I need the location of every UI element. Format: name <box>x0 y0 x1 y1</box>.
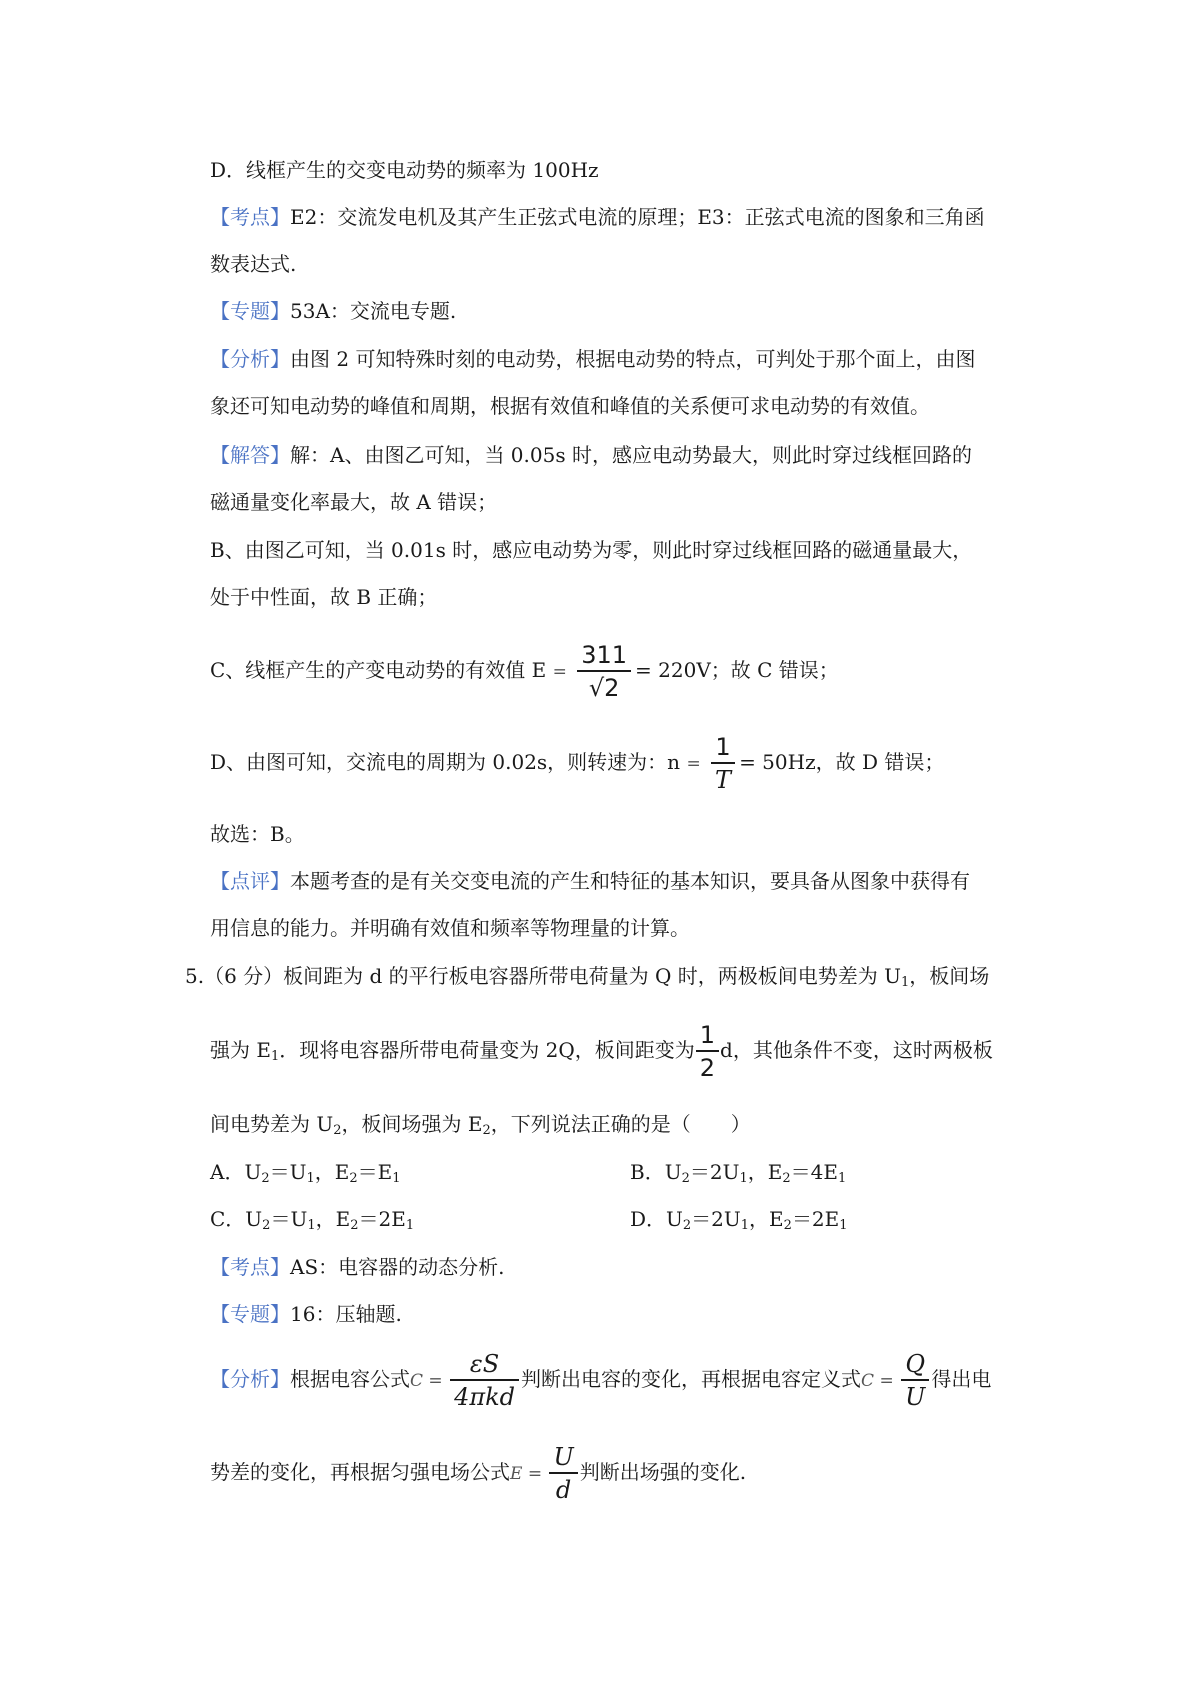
option-d[interactable]: D．$U_2=2U_1$，$E_2=2E_1$ <box>630 1207 848 1233</box>
text-line: 数表达式. <box>210 252 297 276</box>
text: 间电势差为 U <box>210 1112 334 1136</box>
fraction-311-over-sqrt2 <box>577 640 631 704</box>
question-5-line-2 <box>210 1013 993 1094</box>
text: = 220V；故 C 错误； <box>635 658 839 682</box>
options-row-2 <box>210 1204 1110 1241</box>
text: ，板间场 <box>909 964 990 988</box>
equals: = <box>686 754 701 774</box>
section-tag: 【点评】 <box>210 869 290 893</box>
kaodian-line <box>210 202 985 232</box>
section-tag: 【考点】 <box>210 1255 290 1279</box>
option-d-text: D．线框产生的交变电动势的频率为 100Hz <box>210 158 599 182</box>
var-e: E <box>510 1464 523 1484</box>
section-tag: 【解答】 <box>210 443 290 467</box>
section-tag: 【专题】 <box>210 299 290 323</box>
var-c: C <box>861 1371 875 1391</box>
section-tag: 【考点】 <box>210 205 290 229</box>
var-c: C <box>410 1371 424 1391</box>
fraction-u-over-d <box>549 1442 577 1506</box>
subscript: 1 <box>901 975 910 990</box>
answer-line: 故选：B。 <box>210 822 305 846</box>
numerator: U <box>553 1442 574 1471</box>
option-a[interactable]: A．$U_2=U_1$，$E_2=E_1$ <box>210 1160 401 1186</box>
fraction-1-over-2 <box>696 1020 719 1084</box>
text-line: 用信息的能力。并明确有效值和频率等物理量的计算。 <box>210 916 690 940</box>
numerator: Q <box>905 1349 926 1378</box>
fenxi-line <box>210 344 975 374</box>
denominator: T <box>711 762 735 796</box>
text: 根据电容公式 <box>290 1367 410 1391</box>
zhuanti-line-2 <box>210 1299 402 1329</box>
text: D、由图可知，交流电的周期为 0.02s，则转速为：n <box>210 750 687 774</box>
section-tag: 【分析】 <box>210 1367 290 1391</box>
kaodian-line-2 <box>210 1252 505 1282</box>
text: E2：交流发电机及其产生正弦式电流的原理；E3：正弦式电流的图象和三角函 <box>290 205 985 229</box>
text-line: B、由图乙可知，当 0.01s 时，感应电动势为零，则此时穿过线框回路的磁通量最大， <box>210 538 973 562</box>
text: 势差的变化，再根据匀强电场公式 <box>210 1460 510 1484</box>
question-5-line <box>185 961 989 998</box>
text: AS：电容器的动态分析. <box>290 1255 505 1279</box>
formula-line-d <box>210 727 944 799</box>
equals: = <box>874 1371 900 1391</box>
zhuanti-line <box>210 296 456 326</box>
text: 强为 E <box>210 1038 271 1062</box>
text: 本题考查的是有关交变电流的产生和特征的基本知识，要具备从图象中获得有 <box>290 869 970 893</box>
denominator: d <box>549 1472 577 1506</box>
text: d，其他条件不变，这时两极板 <box>720 1038 993 1062</box>
denominator: U <box>901 1379 929 1413</box>
equals: = <box>522 1464 548 1484</box>
fenxi-line-2 <box>210 1342 991 1418</box>
section-tag: 【专题】 <box>210 1302 290 1326</box>
question-5-line-3 <box>210 1109 751 1146</box>
text: ．现将电容器所带电荷量变为 2Q，板间距变为 <box>279 1038 695 1062</box>
numerator: εS <box>469 1349 500 1378</box>
subscript: 2 <box>333 1123 342 1138</box>
sqrt-icon: √ <box>588 673 605 702</box>
subscript: 1 <box>270 1049 280 1064</box>
dianping-line <box>210 866 970 896</box>
text: 53A：交流电专题. <box>290 299 457 323</box>
jieda-line <box>210 440 972 470</box>
numerator: 1 <box>715 732 731 761</box>
subscript: 2 <box>482 1123 491 1138</box>
numerator: 1 <box>699 1020 716 1049</box>
text: ，板间场强为 E <box>341 1112 483 1136</box>
text: 解：A、由图乙可知，当 0.05s 时，感应电动势最大，则此时穿过线框回路的 <box>290 443 972 467</box>
denominator: 2 <box>696 1050 719 1084</box>
text-line: 处于中性面，故 B 正确； <box>210 585 438 609</box>
text: 得出电 <box>931 1367 992 1391</box>
denominator: 2 <box>604 673 620 702</box>
numerator: 311 <box>581 640 628 669</box>
option-b[interactable]: B．$U_2=2U_1$，$E_2=4E_1$ <box>630 1160 847 1186</box>
text-line: 磁通量变化率最大，故 A 错误； <box>210 490 498 514</box>
text: 判断出电容的变化，再根据电容定义式 <box>521 1367 862 1391</box>
text: 判断出场强的变化. <box>579 1460 747 1484</box>
text: ，下列说法正确的是（ ） <box>490 1112 751 1136</box>
text: = 50Hz，故 D 错误； <box>739 750 945 774</box>
fraction-capacitance <box>450 1349 519 1413</box>
denominator: 4πkd <box>450 1379 519 1413</box>
equals: = <box>423 1371 449 1391</box>
options-row-1 <box>210 1157 1110 1194</box>
fenxi-line-2b <box>210 1435 746 1511</box>
fraction-1-over-T <box>711 732 735 796</box>
fraction-q-over-u <box>901 1349 929 1413</box>
text: C、线框产生的产变电动势的有效值 E <box>210 658 553 682</box>
option-c[interactable]: C．$U_2=U_1$，$E_2=2E_1$ <box>210 1207 415 1233</box>
text: 16：压轴题. <box>290 1302 402 1326</box>
text: 5.（6 分）板间距为 d 的平行板电容器所带电荷量为 Q 时，两极板间电势差为 U <box>185 964 902 988</box>
text-line: 象还可知电动势的峰值和周期，根据有效值和峰值的关系便可求电动势的有效值。 <box>210 394 930 418</box>
equals: = <box>552 662 567 682</box>
section-tag: 【分析】 <box>210 347 290 371</box>
formula-line-c <box>210 635 839 707</box>
text: 由图 2 可知特殊时刻的电动势，根据电动势的特点，可判处于那个面上，由图 <box>290 347 976 371</box>
